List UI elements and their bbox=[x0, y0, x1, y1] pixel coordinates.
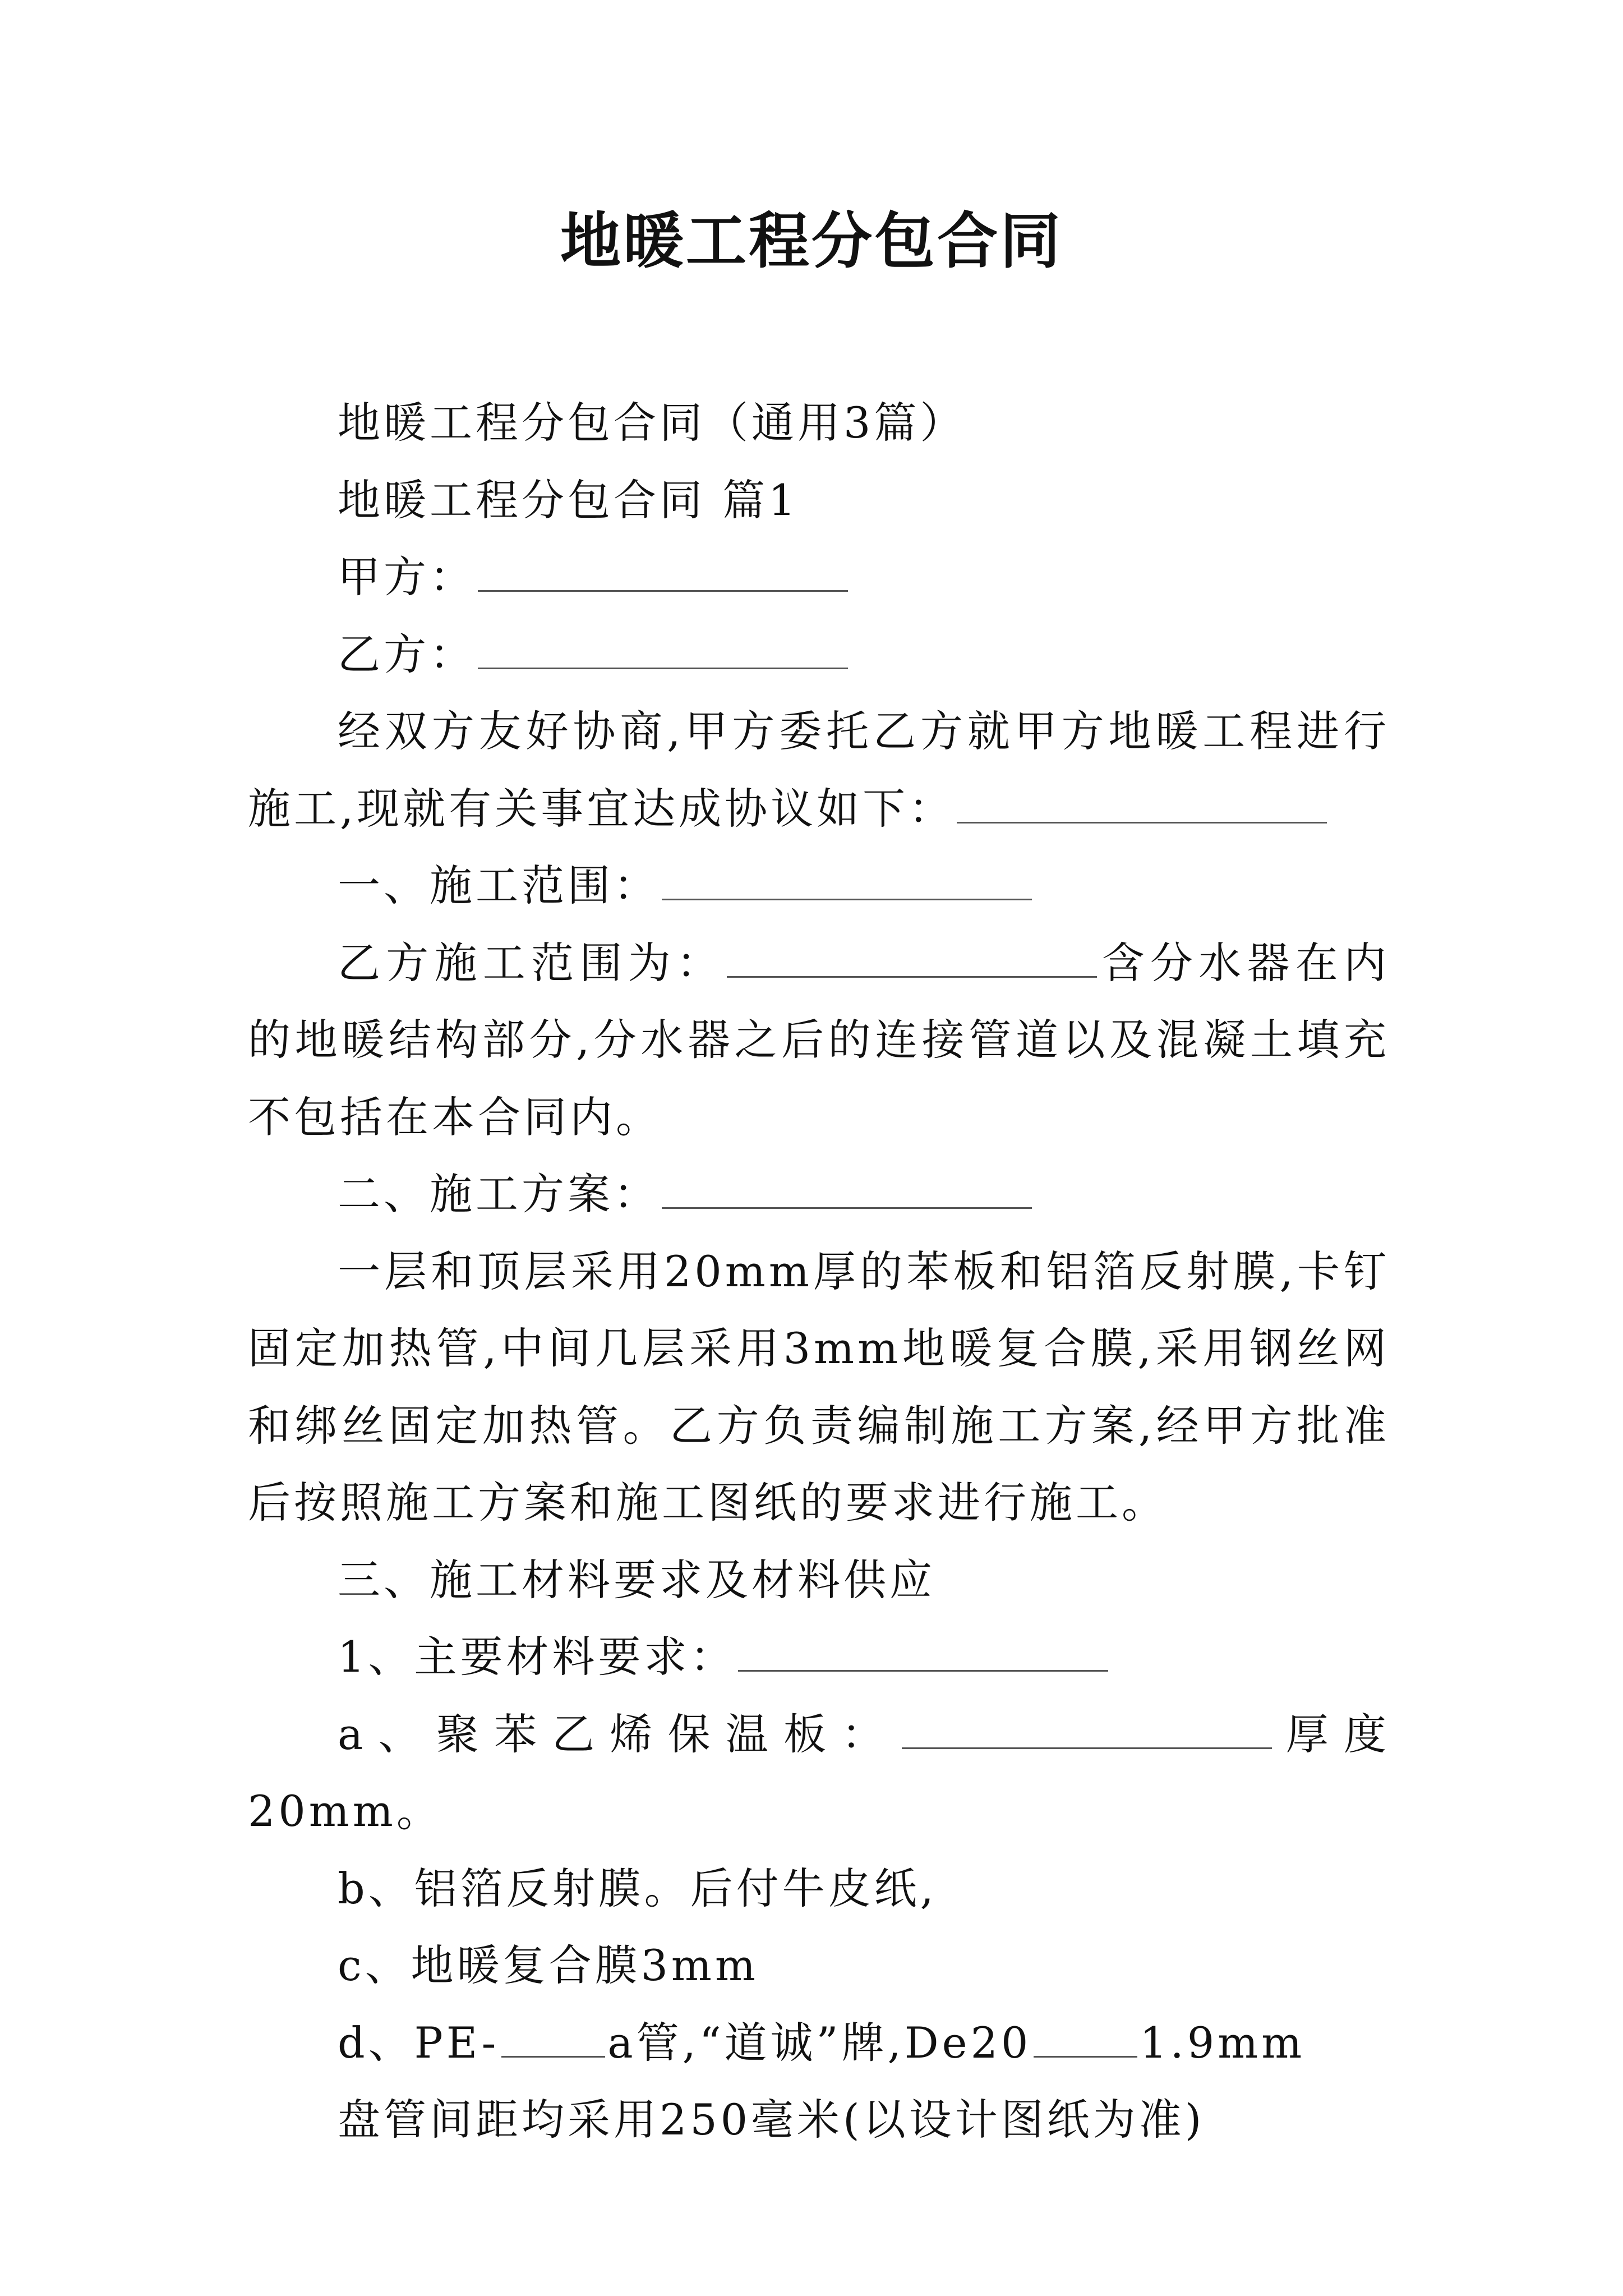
material-d-label: d、PE- bbox=[338, 2017, 500, 2068]
plan-heading-blank bbox=[662, 1171, 1032, 1209]
material-d-blank-2 bbox=[1034, 2019, 1137, 2057]
document-title: 地暖工程分包合同 bbox=[560, 206, 1063, 277]
section-scope-heading: 一、施工范围： bbox=[338, 861, 660, 910]
materials-main-label: 1、主要材料要求： bbox=[338, 1632, 736, 1682]
part-heading-text: 地暖工程分包合同 篇1 bbox=[338, 475, 799, 525]
material-a-spec: 厚度20mm。 bbox=[248, 1709, 1390, 1836]
paragraph-material-c bbox=[248, 1927, 1390, 2004]
scope-detail-label: 乙方施工范围为： bbox=[338, 937, 725, 988]
paragraph-material-a bbox=[248, 1696, 1390, 1850]
material-d-spec: 1.9mm bbox=[1140, 2017, 1306, 2068]
paragraph-party-b bbox=[248, 616, 1390, 693]
paragraph-material-b bbox=[248, 1850, 1390, 1927]
paragraph-plan-detail bbox=[248, 1233, 1390, 1542]
paragraph-scope-detail bbox=[248, 924, 1390, 1156]
subtitle-text: 地暖工程分包合同（通用3篇） bbox=[338, 398, 966, 448]
material-a-blank bbox=[902, 1710, 1272, 1749]
paragraph-section-materials bbox=[248, 1542, 1390, 1619]
paragraph-agreement bbox=[248, 693, 1390, 847]
agreement-text: 经双方友好协商,甲方委托乙方就甲方地暖工程进行施工,现就有关事宜达成协议如下： bbox=[248, 706, 1390, 834]
scope-detail-blank bbox=[727, 939, 1097, 977]
party-b-blank bbox=[478, 631, 848, 669]
document-body bbox=[248, 384, 1390, 2159]
paragraph-materials-main bbox=[248, 1618, 1390, 1696]
paragraph-material-d bbox=[248, 2004, 1390, 2082]
party-a-label: 甲方： bbox=[338, 552, 476, 602]
paragraph-pipe-spacing bbox=[248, 2081, 1390, 2159]
scope-detail-text: 含分水器在内的地暖结构部分,分水器之后的连接管道以及混凝土填充不包括在本合同内。 bbox=[248, 937, 1390, 1142]
paragraph-party-a bbox=[248, 539, 1390, 616]
party-b-label: 乙方： bbox=[338, 629, 476, 679]
paragraph-section-scope bbox=[248, 847, 1390, 924]
agreement-blank bbox=[957, 785, 1327, 823]
paragraph-part-heading bbox=[248, 462, 1390, 539]
material-c-text: c、地暖复合膜3mm bbox=[338, 1940, 759, 1990]
plan-detail-text: 一层和顶层采用20mm厚的苯板和铝箔反射膜,卡钉固定加热管,中间几层采用3mm地暖复合膜,采用钢丝网和绑丝固定加热管。乙方负责编制施工方案,经甲方批准后按照施工方案和施工图纸的要求进行施工。 bbox=[248, 1246, 1390, 1527]
paragraph-subtitle bbox=[248, 384, 1390, 462]
paragraph-section-plan bbox=[248, 1156, 1390, 1233]
section-materials-heading: 三、施工材料要求及材料供应 bbox=[338, 1554, 935, 1605]
material-d-text: a管,“道诚”牌,De20 bbox=[607, 2017, 1032, 2068]
scope-heading-blank bbox=[662, 862, 1032, 900]
material-b-text: b、铝箔反射膜。后付牛皮纸, bbox=[338, 1863, 937, 1913]
section-plan-heading: 二、施工方案： bbox=[338, 1169, 660, 1219]
materials-main-blank bbox=[738, 1634, 1108, 1672]
pipe-spacing-text: 盘管间距均采用250毫米(以设计图纸为准) bbox=[338, 2095, 1205, 2145]
material-a-label: a、聚苯乙烯保温板： bbox=[338, 1709, 900, 1759]
material-d-blank-1 bbox=[501, 2019, 605, 2057]
party-a-blank bbox=[478, 554, 848, 592]
